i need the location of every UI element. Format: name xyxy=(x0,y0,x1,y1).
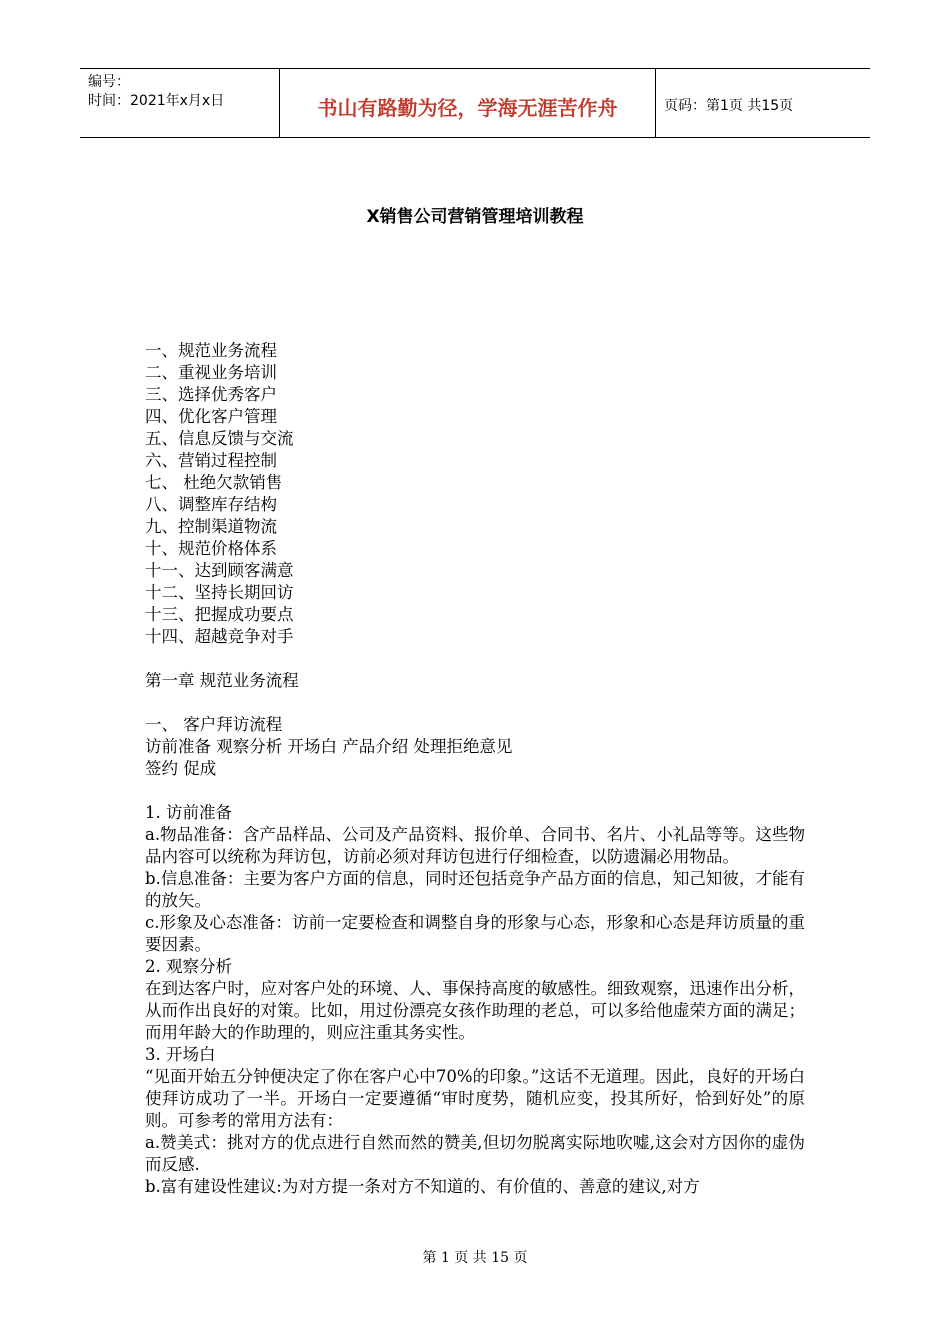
document-title: X销售公司营销管理培训教程 xyxy=(366,207,584,227)
toc-item: 四、优化客户管理 xyxy=(145,407,277,426)
page-footer: 第 1 页 共 15 页 xyxy=(422,1250,528,1266)
number-label: 编号： xyxy=(88,74,130,90)
toc-item: 九、控制渠道物流 xyxy=(145,517,277,536)
paragraph: a.物品准备：含产品样品、公司及产品资料、报价单、合同书、名片、小礼品等等。这些物品内容可以统称为拜访包，访前必须对拜访包进行仔细检查，以防遗漏必用物品。 xyxy=(145,825,805,866)
paragraph: c.形象及心态准备：访前一定要检查和调整自身的形象与心态，形象和心态是拜访质量的重要因素。 xyxy=(145,913,805,954)
time-label: 时间：2021年x月x日 xyxy=(88,93,225,109)
process-steps-line: 签约 促成 xyxy=(145,759,217,778)
toc-item: 十三、把握成功要点 xyxy=(145,605,294,624)
paragraph: 在到达客户时，应对客户处的环境、人、事保持高度的敏感性。细致观察，迅速作出分析，从而作出良好的对策。比如，用过份漂亮女孩作助理的老总，可以多给他虚荣方面的满足；而用年龄大的作助理的，则应注重其务实性。 xyxy=(145,979,805,1042)
subsection-heading: 1. 访前准备 xyxy=(145,803,232,822)
toc-item: 七、 杜绝欠款销售 xyxy=(145,473,283,492)
chapter-heading: 第一章 规范业务流程 xyxy=(145,671,299,690)
toc-item: 十四、超越竞争对手 xyxy=(145,627,294,646)
toc-item: 十、规范价格体系 xyxy=(145,539,277,558)
subsection-heading: 3. 开场白 xyxy=(145,1045,216,1064)
paragraph: a.赞美式：挑对方的优点进行自然而然的赞美,但切勿脱离实际地吹嘘,这会对方因你的虚伪而反感. xyxy=(145,1133,805,1174)
header-motto: 书山有路勤为径，学海无涯苦作舟 xyxy=(280,69,656,137)
section-heading: 一、 客户拜访流程 xyxy=(145,715,283,734)
document-body xyxy=(145,340,805,1198)
table-of-contents xyxy=(145,340,805,648)
toc-item: 十二、坚持长期回访 xyxy=(145,583,294,602)
toc-item: 三、选择优秀客户 xyxy=(145,385,277,404)
toc-item: 八、调整库存结构 xyxy=(145,495,277,514)
toc-item: 二、重视业务培训 xyxy=(145,363,277,382)
toc-item: 一、规范业务流程 xyxy=(145,341,277,360)
header-meta xyxy=(80,69,280,137)
paragraph: b.富有建设性建议:为对方提一条对方不知道的、有价值的、善意的建议,对方 xyxy=(145,1177,700,1196)
page-header xyxy=(80,68,870,138)
toc-item: 五、信息反馈与交流 xyxy=(145,429,294,448)
toc-item: 十一、达到顾客满意 xyxy=(145,561,294,580)
paragraph: b.信息准备：主要为客户方面的信息，同时还包括竞争产品方面的信息，知己知彼，才能有的放矢。 xyxy=(145,869,805,910)
paragraph: “见面开始五分钟便决定了你在客户心中70%的印象。”这话不无道理。因此，良好的开场白使拜访成功了一半。开场白一定要遵循“审时度势，随机应变，投其所好，恰到好处”的原则。可参考的常用方法有： xyxy=(145,1067,805,1130)
process-steps-line: 访前准备 观察分析 开场白 产品介绍 处理拒绝意见 xyxy=(145,737,513,756)
subsection-heading: 2. 观察分析 xyxy=(145,957,232,976)
header-page-label: 页码：第1页 共15页 xyxy=(664,98,794,114)
toc-item: 六、营销过程控制 xyxy=(145,451,277,470)
